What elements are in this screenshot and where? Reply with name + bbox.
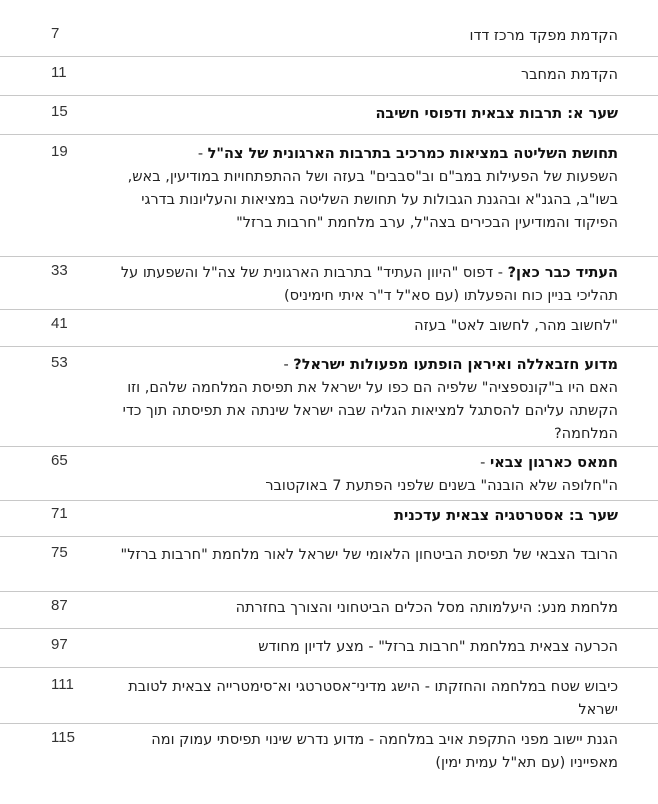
divider bbox=[0, 500, 658, 501]
page-number: 19 bbox=[51, 143, 68, 160]
page-number: 75 bbox=[51, 544, 68, 561]
page-number: 115 bbox=[51, 729, 75, 746]
page-number: 11 bbox=[51, 64, 67, 81]
title-dash: - bbox=[480, 455, 490, 471]
divider bbox=[0, 134, 658, 135]
divider bbox=[0, 723, 658, 724]
entry-title: הקדמת המחבר bbox=[520, 67, 618, 83]
page-number: 97 bbox=[51, 636, 68, 653]
entry-description: האם היו ב"קונספציה" שלפיה הם כפו על ישראל את תפיסת המלחמה שלהם, וזו הקשתה עליהם להסתגל למציאות הגליה שבה ישראל שינתה את תפיסתה תוך כדי המלחמה? bbox=[122, 380, 618, 442]
entry-title: כיבוש שטח במלחמה והחזקתו - הישג מדיני־אסטרטגי וא־סימטרייה צבאית לטובת ישראל bbox=[128, 679, 618, 718]
entry-title: מלחמת מנע: היעלמותה מסל הכלים הביטחוני והצורך בחזרתה bbox=[235, 600, 618, 616]
page-number: 53 bbox=[51, 354, 68, 371]
divider bbox=[0, 536, 658, 537]
page-number: 87 bbox=[51, 597, 68, 614]
entry-title: חמאס כארגון צבאי bbox=[489, 455, 618, 471]
divider bbox=[0, 346, 658, 347]
entry-description: דפוס "היוון העתיד" בתרבות הארגונית של צה"ל והשפעתו על תהליכי בניין כוח והפעלתו (עם סא"ל ד"ר איתי חימיניס) bbox=[120, 265, 618, 304]
page-number: 65 bbox=[51, 452, 68, 469]
divider bbox=[0, 628, 658, 629]
entry-title: הקדמת מפקד מרכז דדו bbox=[469, 28, 618, 44]
divider bbox=[0, 256, 658, 257]
divider bbox=[0, 95, 658, 96]
entry-title: הכרעה צבאית במלחמת "חרבות ברזל" - מצע לדיון מחודש bbox=[258, 639, 618, 655]
entry-description: השפעות של הפעילות במב"ם וב"סבבים" בעזה ושל ההתפתחויות במודיעין, באש, בשו"ב, בהגנ"א ובהגנת הגבולות על תחושת השליטה במציאות והעליונות בדרגי הפיקוד והמודיעין הבכירים בצה"ל, ערב מלחמת "חרבות ברזל" bbox=[127, 169, 618, 231]
title-dash: - bbox=[493, 265, 508, 281]
entry-title: הרובד הצבאי של תפיסת הביטחון הלאומי של ישראל לאור מלחמת "חרבות ברזל" bbox=[120, 547, 618, 563]
entry-title: העתיד כבר כאן? bbox=[507, 265, 618, 281]
entry-title: מדוע חזבאללה ואיראן הופתעו מפעולות ישראל? bbox=[293, 357, 618, 373]
divider bbox=[0, 591, 658, 592]
page-number: 15 bbox=[51, 103, 68, 120]
divider bbox=[0, 667, 658, 668]
entry-title: "לחשוב מהר, לחשוב לאט" בעזה bbox=[414, 318, 618, 334]
page-number: 7 bbox=[51, 25, 60, 42]
section-title: שער א: תרבות צבאית ודפוסי חשיבה bbox=[375, 106, 618, 122]
section-title: שער ב: אסטרטגיה צבאית עדכנית bbox=[394, 508, 618, 524]
entry-description: ה"חלופה שלא הובנה" בשנים שלפני הפתעת 7 באוקטובר bbox=[265, 478, 618, 494]
page-number: 41 bbox=[51, 315, 68, 332]
divider bbox=[0, 56, 658, 57]
divider bbox=[0, 446, 658, 447]
title-dash: - bbox=[197, 146, 208, 162]
page-number: 111 bbox=[51, 676, 74, 693]
divider bbox=[0, 309, 658, 310]
page-number: 33 bbox=[51, 262, 68, 279]
page-number: 71 bbox=[51, 505, 68, 522]
title-dash: - bbox=[283, 357, 294, 373]
entry-title: תחושת השליטה במציאות כמרכיב בתרבות הארגונית של צה"ל bbox=[207, 146, 618, 162]
entry-title: הגנת יישוב מפני התקפת אויב במלחמה - מדוע נדרש שינוי תפיסתי עמוק ומה מאפייניו (עם תא"ל עמית ימין) bbox=[151, 732, 618, 771]
